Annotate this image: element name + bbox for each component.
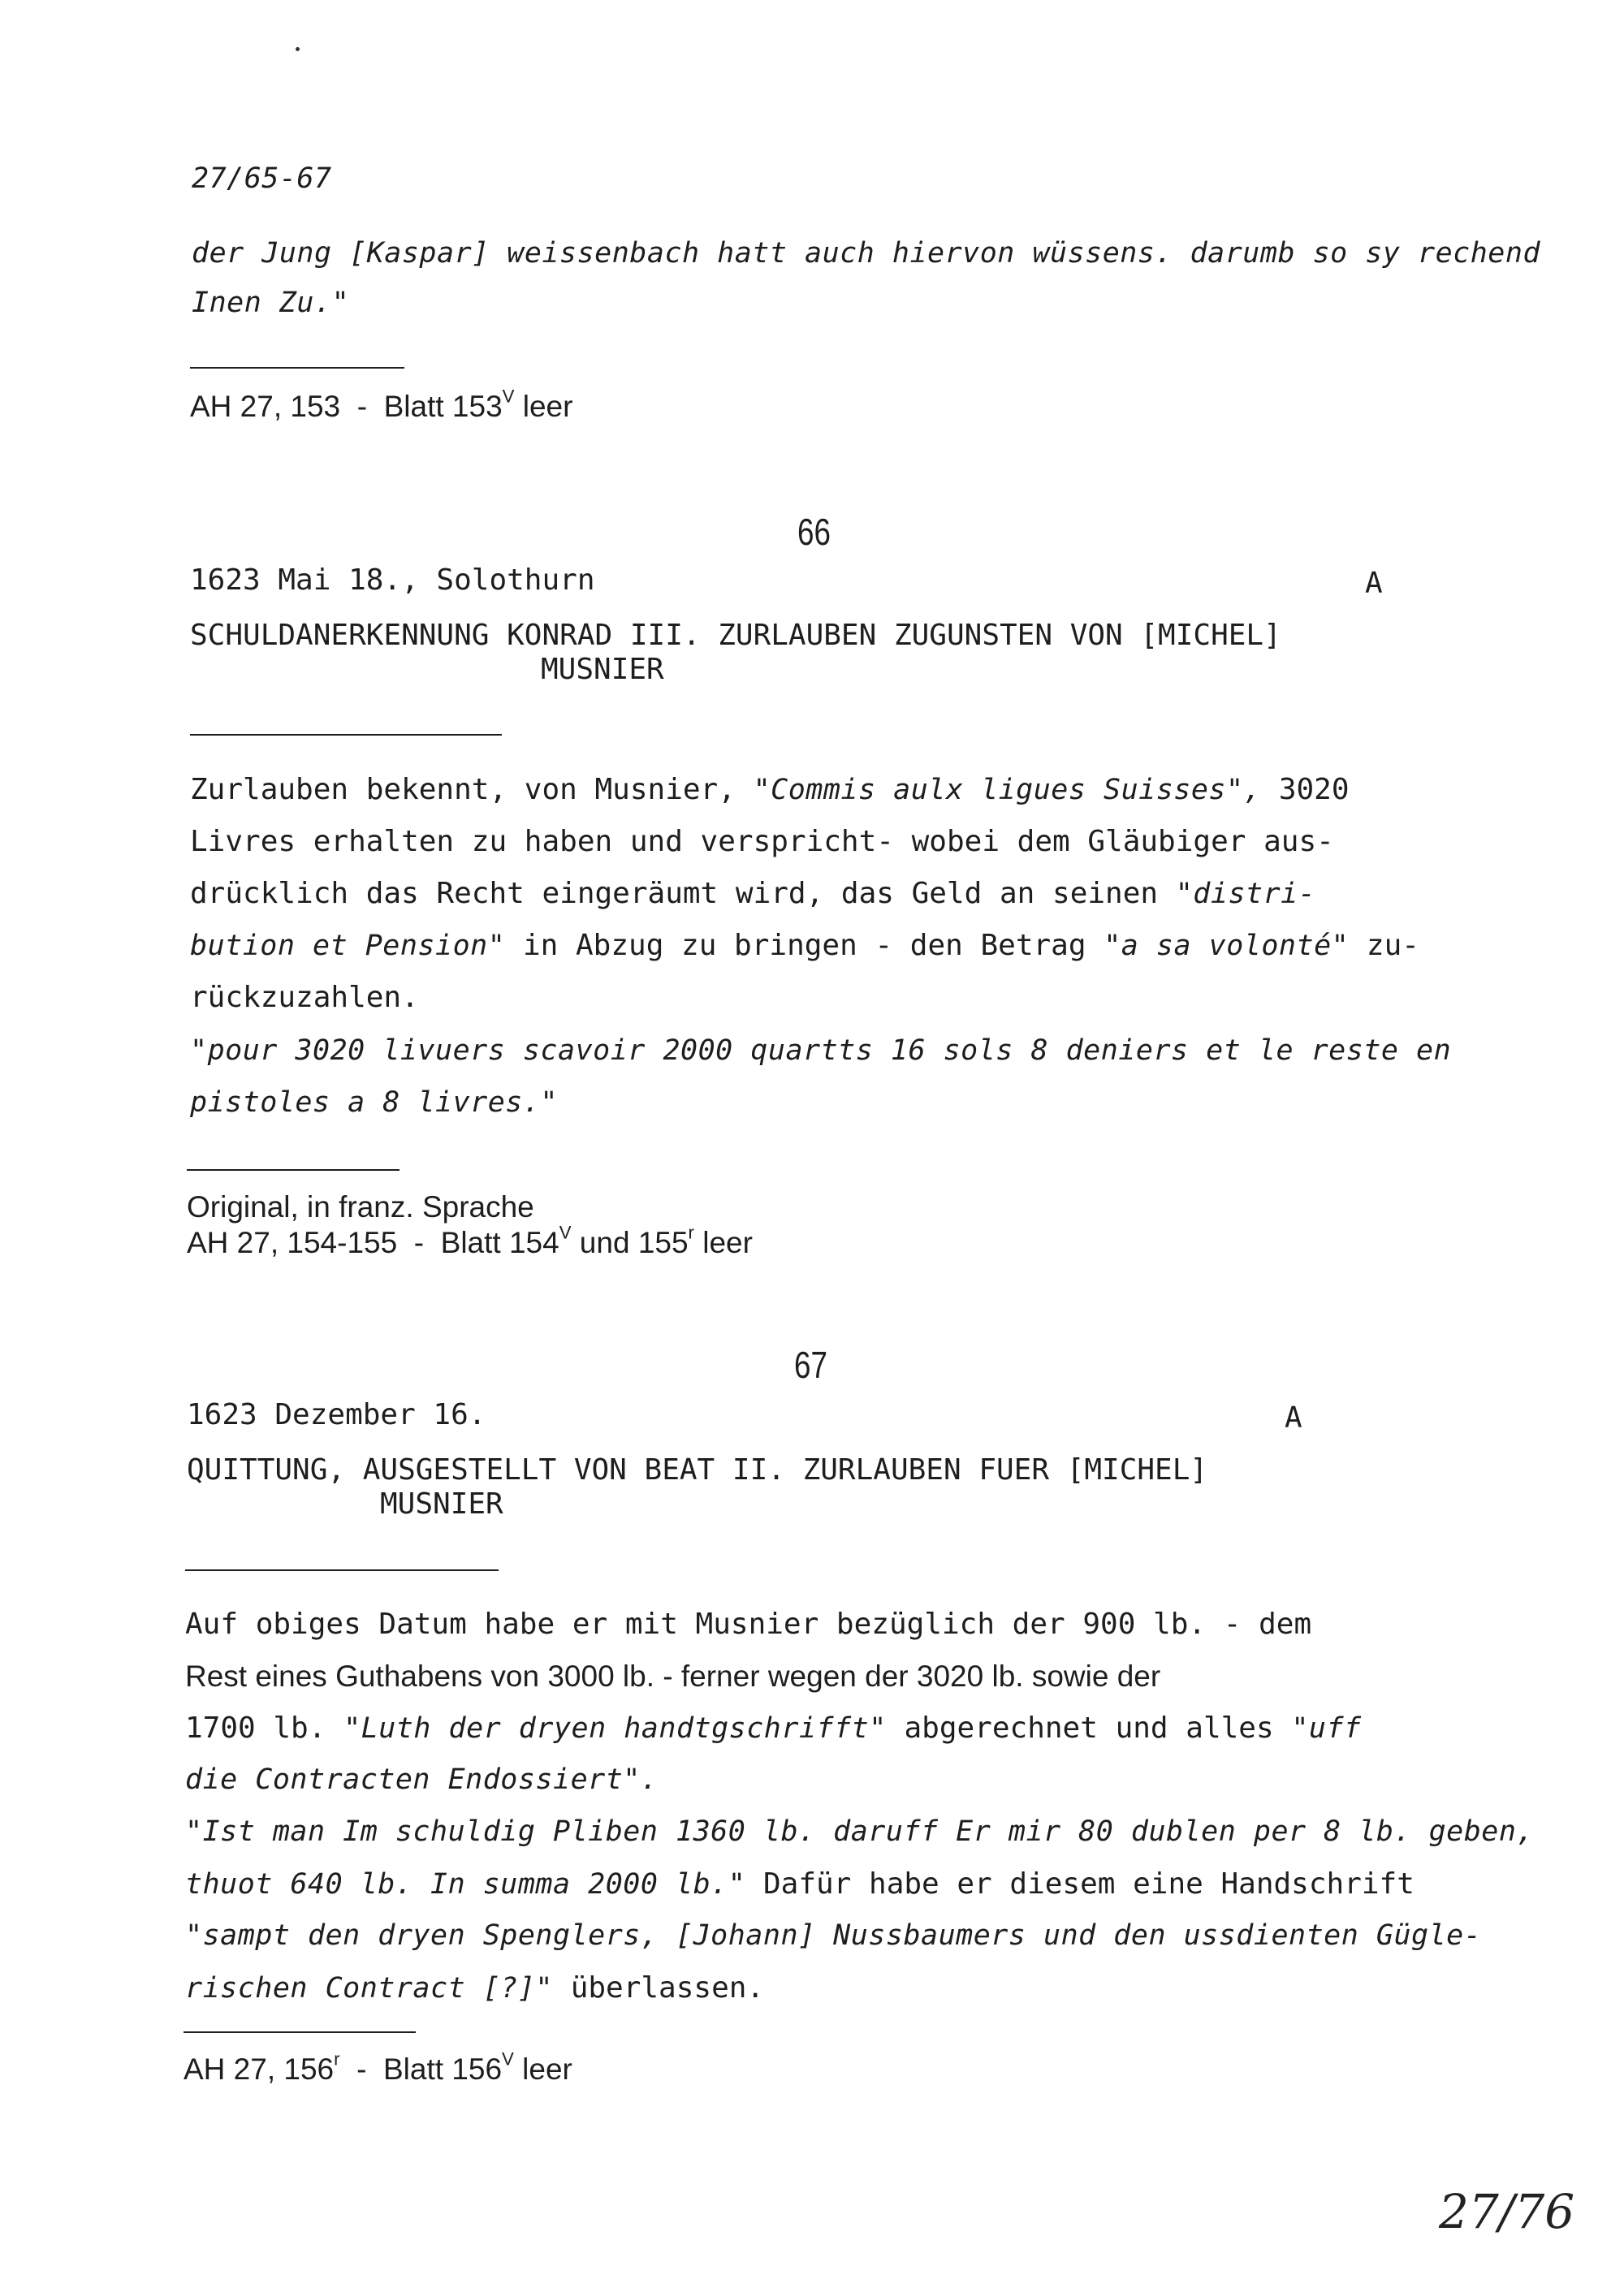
prev-quote-line-2: Inen Zu." bbox=[192, 287, 350, 319]
page-reference: 27/65-67 bbox=[192, 162, 332, 195]
doc67-quote-line-4: rischen Contract [?]" überlassen. bbox=[185, 1971, 765, 2005]
document-number-67: 67 bbox=[794, 1344, 827, 1386]
source-ref: AH 27, 154-155 bbox=[187, 1226, 398, 1259]
doc67-quote-line-3: "sampt den dryen Spenglers, [Johann] Nussbaumers und den ussdienten Gügle- bbox=[185, 1919, 1482, 1952]
doc66-body-line-5: rückzuzahlen. bbox=[190, 981, 419, 1014]
doc66-body-line-2: Livres erhalten zu haben und verspricht- wobei dem Gläubiger aus- bbox=[190, 825, 1334, 858]
doc66-source-line-2: AH 27, 154-155 - Blatt $154^V$ und 155$^r$ leer bbox=[187, 1222, 753, 1259]
doc66-quote-line-2: pistoles a 8 livres." bbox=[190, 1086, 559, 1119]
blatt-ref: Blatt 154 bbox=[440, 1226, 559, 1259]
source-ref: AH 27, 153 bbox=[190, 390, 341, 423]
doc67-source-line: AH 27, 156$^r$ - Blatt $156^V$ leer bbox=[184, 2048, 572, 2086]
doc66-quote-line-1: "pour 3020 livuers scavoir 2000 quartts 16 sols 8 deniers et le reste en bbox=[190, 1034, 1452, 1067]
doc67-body-line-3: 1700 lb. "Luth der dryen handtgschrifft" abgerechnet und alles "uff bbox=[185, 1711, 1362, 1745]
doc67-title-line-2: MUSNIER bbox=[380, 1487, 503, 1521]
doc66-original-marker: A bbox=[1365, 567, 1383, 600]
scan-speck bbox=[296, 47, 300, 51]
doc66-source-line-1: Original, in franz. Sprache bbox=[187, 1190, 534, 1224]
doc66-title-line-2: MUSNIER bbox=[541, 653, 664, 686]
doc67-quote-line-1: "Ist man Im schuldig Pliben 1360 lb. daruff Er mir 80 dublen per 8 lb. geben, bbox=[185, 1815, 1535, 1848]
doc67-body-line-2: Rest eines Guthabens von 3000 lb. - ferner wegen der 3020 lb. sowie der bbox=[185, 1660, 1161, 1693]
separator-rule bbox=[190, 734, 502, 736]
separator-rule bbox=[184, 2031, 416, 2033]
source-ref: AH 27, 156 bbox=[184, 2052, 335, 2086]
doc67-quote-line-2: thuot 640 lb. In summa 2000 lb." Dafür habe er diesem eine Handschrift bbox=[185, 1867, 1415, 1901]
doc66-body-line-3: drücklich das Recht eingeräumt wird, das Geld an seinen "distri- bbox=[190, 877, 1316, 910]
blatt-ref: Blatt 156 bbox=[382, 2052, 503, 2086]
doc66-body-line-4: bution et Pension" in Abzug zu bringen - den Betrag "a sa volonté" zu- bbox=[190, 929, 1419, 962]
blatt-ref: Blatt 153 bbox=[383, 390, 503, 423]
separator-rule bbox=[190, 367, 404, 369]
document-number-66: 66 bbox=[797, 511, 831, 553]
prev-quote-line-1: der Jung [Kaspar] weissenbach hatt auch hiervon wüssens. darumb so sy rechend bbox=[192, 237, 1541, 270]
prev-source-line: AH 27, 153 - Blatt $153^V$ leer bbox=[190, 386, 573, 423]
doc66-title-line-1: SCHULDANERKENNUNG KONRAD III. ZURLAUBEN ZUGUNSTEN VON [MICHEL] bbox=[190, 619, 1281, 652]
separator-rule bbox=[187, 1169, 400, 1171]
doc67-title-line-1: QUITTUNG, AUSGESTELLT VON BEAT II. ZURLAUBEN FUER [MICHEL] bbox=[187, 1453, 1208, 1487]
doc67-body-line-4: die Contracten Endossiert". bbox=[185, 1763, 659, 1796]
separator-rule bbox=[185, 1569, 499, 1571]
doc67-body-line-1: Auf obiges Datum habe er mit Musnier bezüglich der 900 lb. - dem bbox=[185, 1608, 1312, 1641]
doc67-original-marker: A bbox=[1285, 1401, 1302, 1435]
doc67-date: 1623 Dezember 16. bbox=[187, 1398, 486, 1431]
doc66-date-place: 1623 Mai 18., Solothurn bbox=[190, 563, 595, 597]
doc66-body-line-1: Zurlauben bekennt, von Musnier, "Commis aulx ligues Suisses", 3020 bbox=[190, 773, 1350, 806]
handwritten-page-number: 27/76 bbox=[1439, 2184, 1575, 2239]
